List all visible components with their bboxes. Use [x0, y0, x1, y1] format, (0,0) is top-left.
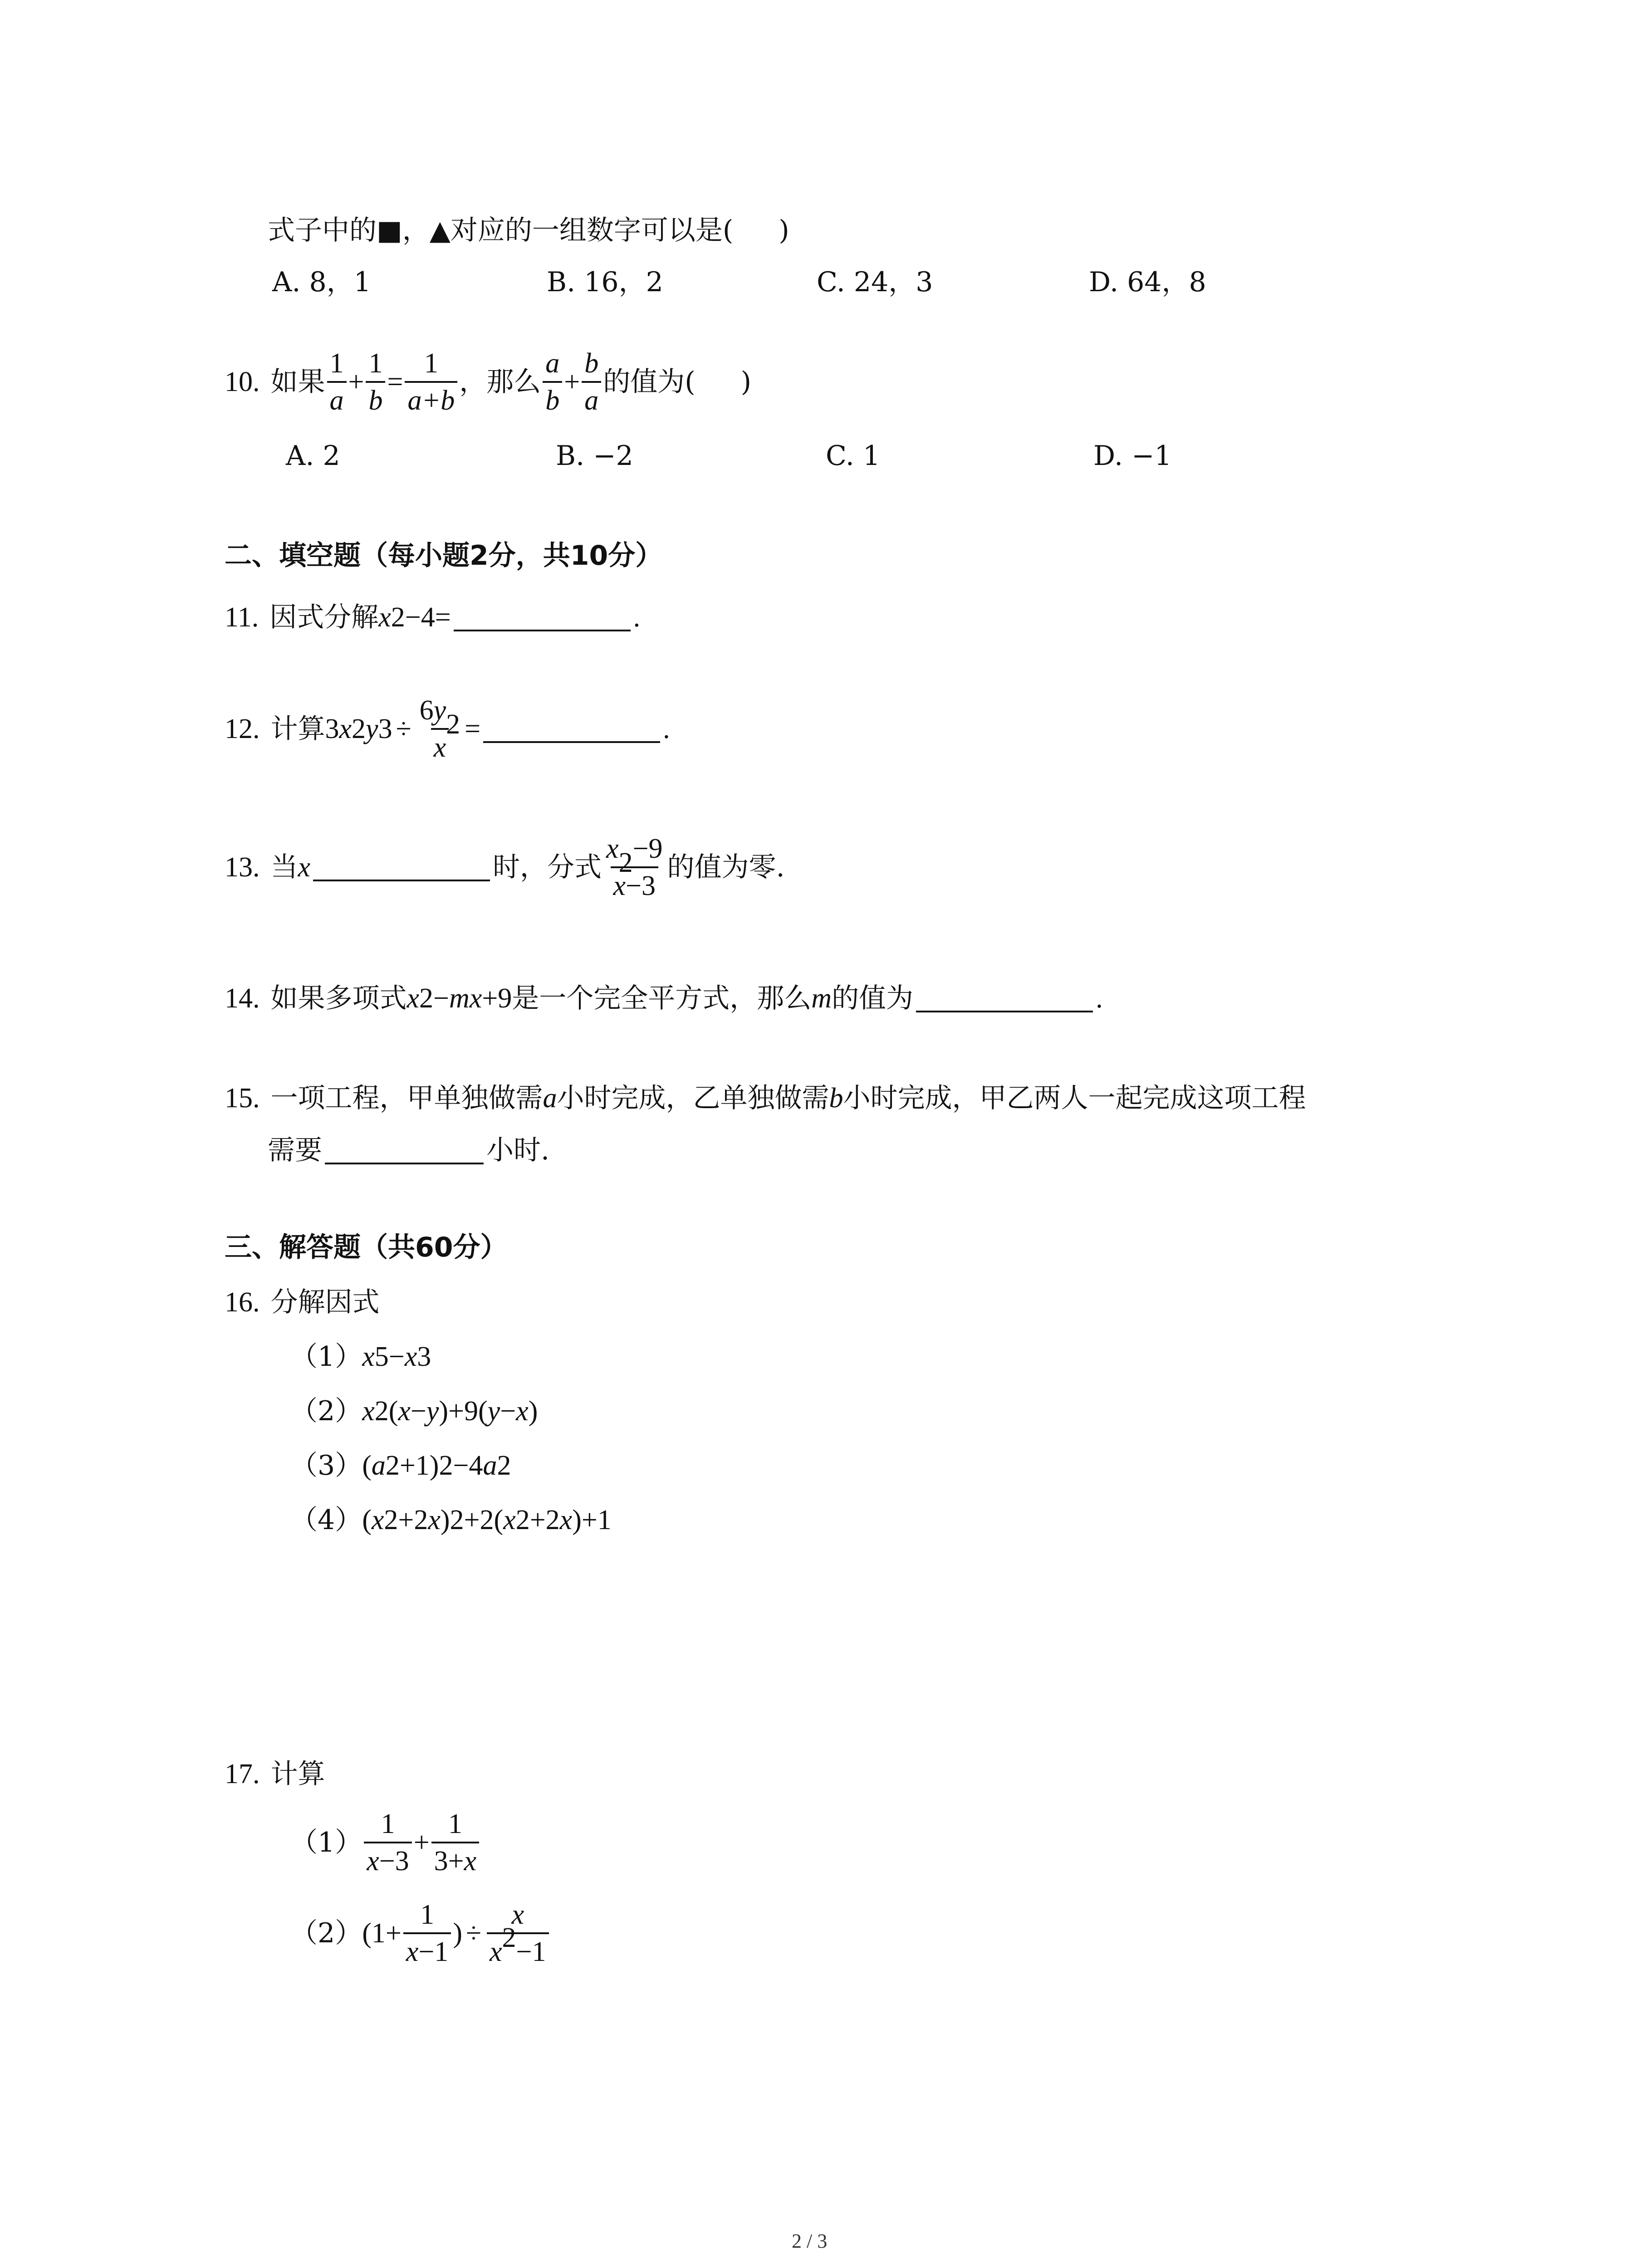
q10-option-b[interactable]: B. −2 — [556, 440, 633, 472]
q9-option-a[interactable]: A. 8，1 — [272, 266, 371, 298]
fraction: $\frac{1}{a+b}$ — [405, 349, 457, 415]
fraction: $\frac{a}{b}$ — [543, 349, 562, 415]
q11-answer-blank[interactable] — [454, 603, 631, 631]
q16-part3: （3） ( a 2 +1) 2 −4 a 2 — [290, 1450, 511, 1481]
q17-title: 17. 计算 — [225, 1758, 325, 1790]
q9-option-d[interactable]: D. 64，8 — [1089, 266, 1206, 298]
q17-part1: （1） 1 x −3 + 1 3+ x — [290, 1810, 481, 1875]
q16-part4: （4） ( x 2 +2 x ) 2 +2( x 2 +2 x )+1 — [290, 1504, 612, 1536]
q9-option-b[interactable]: B. 16，2 — [547, 266, 663, 298]
fraction: 1 3+ x — [431, 1810, 480, 1875]
q15-line2: 需要 小时. — [268, 1134, 550, 1166]
fraction: $\frac{b}{a}$ — [582, 349, 601, 415]
fraction: x 2 −9 x −3 — [606, 833, 663, 901]
q10-option-a[interactable]: A. 2 — [286, 440, 340, 472]
q10-option-c[interactable]: C. 1 — [826, 440, 881, 472]
q17-part2: （2） (1+ 1 x −1 ) ÷ x x 2 −1 — [290, 1901, 551, 1966]
q12-answer-blank[interactable] — [483, 715, 660, 743]
fraction: 1 x −3 — [364, 1810, 412, 1875]
q15-line1: 15. 一项工程，甲单独做需 a 小时完成，乙单独做需 b 小时完成，甲乙两人一起完成这项工程 — [225, 1082, 1306, 1114]
q10-option-d[interactable]: D. −1 — [1093, 440, 1172, 472]
q14-answer-blank[interactable] — [916, 984, 1093, 1012]
fraction: $\frac{1}{b}$ — [366, 349, 385, 415]
fraction: 1 x −1 — [403, 1901, 451, 1966]
square-symbol: ■ — [377, 215, 402, 246]
q13: 13. 当 x 时，分式 x 2 −9 x −3 的值为零. — [225, 833, 785, 901]
triangle-symbol: ▲ — [429, 215, 451, 246]
q16-title: 16. 分解因式 — [225, 1286, 380, 1318]
section-fill-in-title: 二、填空题（每小题2分，共10分） — [225, 540, 663, 572]
fraction: $\frac{1}{a}$ — [327, 349, 347, 415]
q12: 12. 计算 3 x 2 y 3 ÷ 6 y 2 x = . — [225, 695, 670, 763]
q11: 11. 因式分解 x 2 −4= . — [225, 601, 641, 633]
fraction: x x 2 −1 — [487, 1901, 549, 1966]
q16-part2: （2） x 2 ( x − y )+9( y − x ) — [290, 1395, 538, 1427]
q9-stem: 式子中的 ■ ， ▲ 对应的一组数字可以是( ) — [268, 215, 789, 246]
page-number: 2 / 3 — [792, 2230, 828, 2252]
q14: 14. 如果多项式 x 2 − m x +9 是一个完全平方式，那么 m 的值为 . — [225, 982, 1103, 1014]
q15-answer-blank[interactable] — [325, 1136, 484, 1164]
fraction: 6 y 2 x — [419, 695, 460, 763]
section-answer-title: 三、解答题（共60分） — [225, 1232, 508, 1263]
q9-option-c[interactable]: C. 24，3 — [817, 266, 933, 298]
q16-part1: （1） x 5 − x 3 — [290, 1341, 431, 1373]
q13-answer-blank[interactable] — [313, 853, 490, 881]
q10-stem: 10. 如果 $\frac{1}{a}$ + $\frac{1}{b}$ = $\frac{1}{a+b}$ ，那么 $\frac{a}{b}$ + $\frac{b}{a}$ 的值为( ) — [225, 348, 752, 416]
